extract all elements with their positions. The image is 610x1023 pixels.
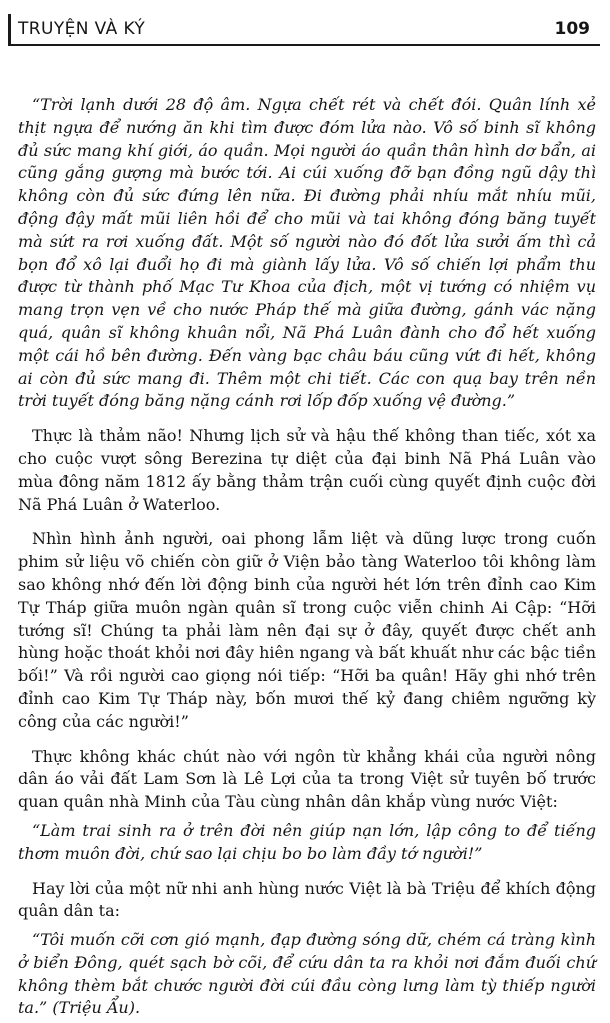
body-paragraph: Thực là thảm não! Nhưng lịch sử và hậu thế không than tiếc, xót xa cho cuộc vượt sông Berezina tự diệt của đại binh Nã Phá Luân vào mùa đông năm 1812 ấy bằng thảm trận cuối cùng quyết định cuộc đời Nã Phá Luân ở Waterloo. bbox=[18, 426, 596, 514]
quote-paragraph: “Tôi muốn cỡi cơn gió mạnh, đạp đường sóng dữ, chém cá tràng kình ở biển Đông, quét sạch bờ cõi, để cứu dân ta ra khỏi nơi đắm đuối chứ không thèm bắt chước người đời cúi đầu còng lưng làm tỳ thiếp người ta.” (Triệu Ẩu). bbox=[18, 930, 596, 1018]
running-header bbox=[8, 14, 600, 46]
page-body bbox=[18, 94, 596, 1020]
body-paragraph: Thực không khác chút nào với ngôn từ khẳng khái của người nông dân áo vải đất Lam Sơn là Lê Lợi của ta trong Việt sử tuyên bố trước quan quân nhà Minh của Tàu cùng nhân dân khắp vùng nước Việt: bbox=[18, 746, 596, 812]
running-header-title: TRUYỆN VÀ KÝ bbox=[18, 19, 146, 39]
header-rule-mark bbox=[8, 14, 11, 44]
quote-paragraph: “Làm trai sinh ra ở trên đời nên giúp nạn lớn, lập công to để tiếng thơm muôn đời, chứ sao lại chịu bo bo làm đầy tớ người!” bbox=[18, 820, 596, 863]
page-number: 109 bbox=[554, 19, 590, 39]
quote-paragraph: “Trời lạnh dưới 28 độ âm. Ngựa chết rét và chết đói. Quân lính xẻ thịt ngựa để nướng ăn khi tìm được đóm lửa nào. Vô số binh sĩ không đủ sức mang khí giới, áo quần. Mọi người áo quần thân hình dơ bẩn, ai cũng gắng gượng mà bước tới. Ai cúi xuống đỡ bạn đồng ngũ dậy thì không còn đủ sức đứng lên nữa. Đi đường phải nhíu mắt nhíu mũi, động đậy mất mũi liên hồi để cho mũi và tai không đóng băng tuyết mà sứt ra rơi xuống đất. Một số người nào đó đốt lửa sưởi ấm thì cả bọn đổ xô lại đuổi họ đi mà giành lấy lửa. Vô số chiến lợi phẩm thu được từ thành phố Mạc Tư Khoa của địch, một vị tướng có nhiệm vụ mang trọn vẹn về cho nước Pháp thế mà giữa đường, gánh vác nặng quá, quân sĩ không khuân nổi, Nã Phá Luân đành cho đổ hết xuống một cái hồ bên đường. Đến vàng bạc châu báu cũng vứt đi hết, không ai còn đủ sức mang đi. Thêm một chi tiết. Các con quạ bay trên nền trời tuyết đóng băng nặng cánh rơi lốp đốp xuống vệ đường.” bbox=[18, 95, 596, 411]
body-paragraph: Nhìn hình ảnh người, oai phong lẫm liệt và dũng lược trong cuốn phim sử liệu võ chiến còn giữ ở Viện bảo tàng Waterloo tôi không làm sao không nhớ đến lời động binh của người hét lớn trên đỉnh cao Kim Tự Tháp giữa muôn ngàn quân sĩ trong cuộc viễn chinh Ai Cập: “Hỡi tướng sĩ! Chúng ta phải làm nên đại sự ở đây, quyết được chết anh hùng hoặc thoát khỏi nơi đây hiên ngang và bất khuất như các bậc tiền bối!” Và rồi người cao giọng nói tiếp: “Hỡi ba quân! Hãy ghi nhớ trên đỉnh cao Kim Tự Tháp này, bốn mươi thế kỷ đang chiêm ngưỡng kỳ công của các người!” bbox=[18, 529, 596, 731]
body-paragraph: Hay lời của một nữ nhi anh hùng nước Việt là bà Triệu để khích động quân dân ta: bbox=[18, 878, 596, 921]
